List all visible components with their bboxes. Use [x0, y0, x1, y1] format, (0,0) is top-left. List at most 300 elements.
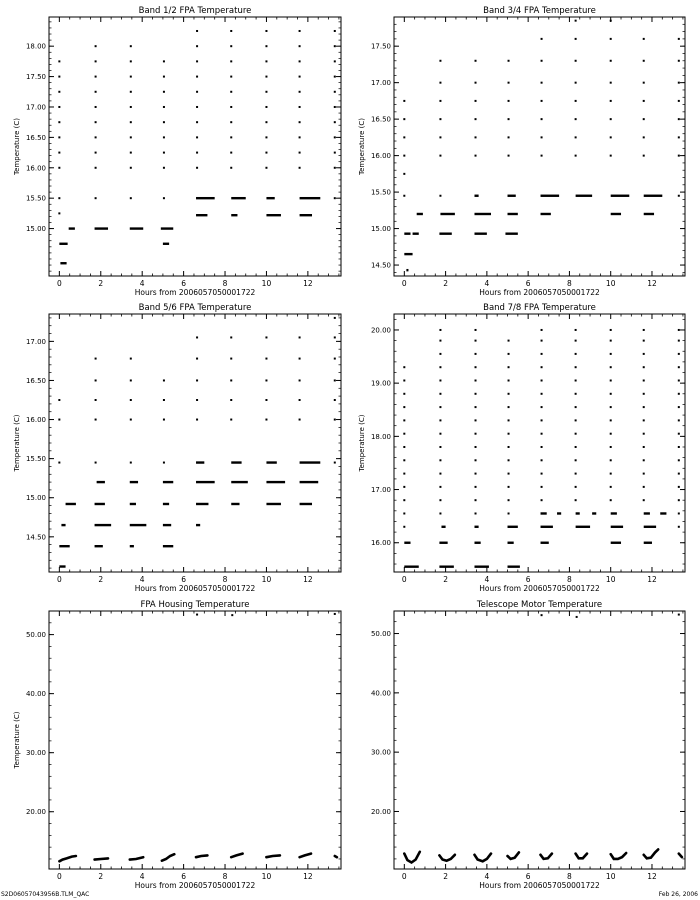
y-tick-label: 50.00: [370, 630, 391, 639]
data-point: [439, 340, 441, 342]
data-run: [61, 524, 65, 526]
y-tick-label: 16.00: [25, 164, 46, 173]
data-point: [508, 433, 510, 435]
data-point: [576, 616, 578, 618]
data-point: [475, 155, 477, 157]
data-point: [265, 399, 267, 401]
data-line: [162, 854, 174, 861]
data-point: [403, 433, 405, 435]
data-point: [403, 100, 405, 102]
data-point: [508, 155, 510, 157]
x-tick-label: 12: [303, 279, 313, 288]
data-point: [508, 379, 510, 381]
data-run: [406, 269, 408, 271]
data-point: [334, 152, 336, 154]
data-point: [230, 419, 232, 421]
y-tick-label: 16.00: [25, 416, 46, 425]
chart-panel: [358, 6, 685, 297]
y-axis-label: Temperature (C): [13, 414, 21, 472]
x-tick-label: 10: [605, 279, 616, 288]
data-point: [475, 406, 477, 408]
data-run: [474, 526, 478, 528]
data-point: [541, 419, 543, 421]
data-run: [404, 542, 410, 544]
plot-frame: [394, 314, 685, 572]
data-point: [475, 446, 477, 448]
y-axis-label: Temperature (C): [358, 118, 366, 175]
data-point: [58, 197, 60, 199]
data-run: [95, 503, 105, 505]
data-point: [575, 446, 577, 448]
chart-title: Band 3/4 FPA Temperature: [483, 6, 596, 16]
data-point: [439, 82, 441, 84]
chart-panel: [13, 6, 341, 297]
data-point: [196, 106, 198, 108]
data-point: [95, 106, 97, 108]
data-point: [475, 512, 477, 514]
data-point: [678, 379, 680, 381]
x-tick-label: 4: [139, 575, 145, 584]
data-point: [230, 152, 232, 154]
data-run: [576, 526, 590, 528]
x-tick-label: 2: [443, 279, 448, 288]
data-run: [413, 232, 419, 234]
data-point: [130, 60, 132, 62]
data-point: [95, 121, 97, 123]
data-point: [678, 136, 680, 138]
data-run: [644, 195, 663, 197]
chart-panel: [13, 600, 341, 890]
data-point: [299, 30, 301, 32]
data-point: [541, 486, 543, 488]
data-point: [439, 100, 441, 102]
data-run: [439, 232, 451, 234]
data-point: [230, 76, 232, 78]
data-run: [611, 195, 630, 197]
data-point: [610, 20, 612, 22]
data-point: [230, 30, 232, 32]
data-point: [678, 340, 680, 342]
data-point: [403, 379, 405, 381]
data-point: [678, 406, 680, 408]
data-run: [163, 524, 171, 526]
data-point: [541, 499, 543, 501]
data-point: [58, 60, 60, 62]
data-point: [403, 406, 405, 408]
data-point: [163, 91, 165, 93]
data-point: [58, 167, 60, 169]
data-point: [230, 336, 232, 338]
data-point: [403, 499, 405, 501]
data-point: [610, 393, 612, 395]
data-point: [403, 393, 405, 395]
data-point: [575, 433, 577, 435]
y-tick-label: 40.00: [370, 689, 391, 698]
data-line: [541, 854, 552, 859]
data-point: [334, 336, 336, 338]
data-point: [95, 197, 97, 199]
y-tick-label: 15.50: [25, 194, 46, 203]
data-point: [643, 393, 645, 395]
data-point: [475, 459, 477, 461]
data-point: [265, 152, 267, 154]
data-point: [610, 118, 612, 120]
data-line: [196, 855, 207, 857]
data-point: [541, 446, 543, 448]
x-tick-label: 10: [605, 872, 616, 881]
data-point: [575, 353, 577, 355]
y-tick-label: 19.00: [370, 379, 391, 388]
data-point: [95, 419, 97, 421]
data-point: [265, 76, 267, 78]
data-run: [266, 481, 285, 483]
data-point: [130, 419, 132, 421]
data-point: [541, 329, 543, 331]
data-point: [299, 91, 301, 93]
x-axis-label: Hours from 2006057050001722: [479, 584, 600, 593]
data-run: [611, 213, 621, 215]
data-point: [130, 379, 132, 381]
x-tick-label: 2: [443, 872, 448, 881]
data-run: [440, 213, 454, 215]
y-tick-label: 18.00: [370, 432, 391, 441]
x-tick-label: 10: [261, 575, 272, 584]
data-point: [643, 353, 645, 355]
y-tick-label: 20.00: [25, 808, 46, 817]
y-tick-label: 15.00: [370, 225, 391, 234]
data-point: [439, 473, 441, 475]
data-point: [196, 614, 198, 616]
data-point: [678, 329, 680, 331]
plot-frame: [49, 17, 341, 276]
data-point: [541, 353, 543, 355]
x-tick-label: 6: [525, 872, 531, 881]
data-point: [299, 336, 301, 338]
data-point: [265, 45, 267, 47]
data-point: [439, 329, 441, 331]
data-point: [541, 60, 543, 62]
data-point: [541, 118, 543, 120]
data-point: [643, 155, 645, 157]
data-point: [678, 419, 680, 421]
x-tick-label: 0: [56, 872, 62, 881]
data-point: [439, 118, 441, 120]
data-run: [474, 213, 491, 215]
x-tick-label: 12: [647, 575, 657, 584]
data-point: [643, 419, 645, 421]
data-point: [439, 433, 441, 435]
data-point: [299, 379, 301, 381]
data-point: [163, 106, 165, 108]
x-tick-label: 6: [525, 279, 531, 288]
data-point: [610, 379, 612, 381]
data-run: [95, 545, 103, 547]
data-point: [610, 486, 612, 488]
data-run: [508, 526, 518, 528]
data-point: [475, 393, 477, 395]
data-point: [475, 60, 477, 62]
x-tick-label: 4: [484, 872, 490, 881]
data-point: [58, 136, 60, 138]
data-point: [265, 30, 267, 32]
data-point: [475, 419, 477, 421]
data-run: [59, 565, 65, 567]
data-point: [196, 358, 198, 360]
data-point: [163, 76, 165, 78]
data-point: [299, 399, 301, 401]
data-run: [163, 481, 173, 483]
data-point: [439, 136, 441, 138]
data-point: [196, 121, 198, 123]
data-point: [334, 167, 336, 169]
data-point: [678, 155, 680, 157]
data-point: [678, 353, 680, 355]
data-point: [439, 486, 441, 488]
y-tick-label: 14.50: [370, 261, 391, 270]
data-point: [508, 446, 510, 448]
y-tick-label: 18.00: [25, 42, 46, 51]
y-tick-label: 50.00: [25, 631, 46, 640]
data-point: [575, 473, 577, 475]
data-point: [575, 20, 577, 22]
chart-panel: [358, 303, 685, 593]
data-point: [610, 155, 612, 157]
data-point: [610, 499, 612, 501]
x-tick-label: 12: [303, 872, 313, 881]
data-point: [643, 82, 645, 84]
data-point: [163, 197, 165, 199]
x-tick-label: 8: [222, 279, 228, 288]
data-run: [508, 195, 516, 197]
data-point: [265, 358, 267, 360]
data-point: [575, 60, 577, 62]
data-run: [266, 197, 274, 199]
x-tick-label: 6: [181, 279, 187, 288]
data-line: [644, 849, 659, 858]
data-point: [334, 76, 336, 78]
data-point: [575, 38, 577, 40]
data-point: [678, 433, 680, 435]
data-run: [163, 545, 173, 547]
y-axis-label: Temperature (C): [13, 118, 21, 175]
data-point: [475, 486, 477, 488]
data-point: [610, 419, 612, 421]
data-point: [196, 45, 198, 47]
x-tick-label: 10: [261, 279, 272, 288]
data-point: [508, 60, 510, 62]
data-run: [660, 512, 666, 514]
data-point: [439, 366, 441, 368]
data-point: [678, 526, 680, 528]
data-point: [678, 614, 680, 616]
data-point: [403, 118, 405, 120]
plot-frame: [394, 17, 685, 276]
data-run: [592, 512, 596, 514]
data-point: [541, 393, 543, 395]
x-tick-label: 2: [443, 575, 448, 584]
y-tick-label: 16.00: [370, 539, 391, 548]
x-axis-label: Hours from 2006057050001722: [134, 288, 256, 297]
data-run: [576, 195, 593, 197]
data-point: [610, 38, 612, 40]
data-point: [230, 121, 232, 123]
data-run: [404, 232, 410, 234]
data-point: [575, 459, 577, 461]
data-point: [196, 136, 198, 138]
plot-frame: [49, 611, 341, 869]
data-point: [334, 121, 336, 123]
data-run: [611, 526, 623, 528]
data-point: [334, 399, 336, 401]
data-run: [474, 542, 480, 544]
data-run: [196, 524, 200, 526]
data-point: [475, 100, 477, 102]
y-tick-label: 15.00: [25, 494, 46, 503]
data-point: [508, 136, 510, 138]
data-point: [299, 121, 301, 123]
data-point: [403, 195, 405, 197]
data-point: [163, 379, 165, 381]
data-run: [196, 461, 204, 463]
data-run: [196, 214, 207, 216]
chart-title: FPA Housing Temperature: [140, 600, 250, 610]
data-point: [541, 473, 543, 475]
data-point: [475, 118, 477, 120]
data-point: [475, 499, 477, 501]
data-point: [299, 76, 301, 78]
x-tick-label: 10: [261, 872, 272, 881]
x-tick-label: 0: [56, 575, 62, 584]
data-point: [439, 499, 441, 501]
data-point: [58, 76, 60, 78]
data-point: [130, 358, 132, 360]
data-run: [95, 524, 112, 526]
data-point: [475, 136, 477, 138]
data-point: [678, 60, 680, 62]
footer-date: Feb 26, 2006: [658, 891, 698, 898]
data-run: [474, 232, 486, 234]
data-point: [334, 462, 336, 464]
data-line: [576, 854, 587, 859]
data-run: [95, 227, 108, 229]
data-point: [508, 100, 510, 102]
x-tick-label: 8: [567, 872, 572, 881]
data-point: [130, 76, 132, 78]
data-point: [163, 167, 165, 169]
y-tick-label: 15.00: [25, 225, 46, 234]
data-run: [163, 243, 169, 245]
y-tick-label: 30.00: [370, 748, 391, 757]
data-run: [611, 512, 617, 514]
data-point: [475, 433, 477, 435]
y-tick-label: 17.00: [370, 79, 391, 88]
chart-title: Band 5/6 FPA Temperature: [138, 303, 252, 313]
data-point: [334, 317, 336, 319]
data-point: [196, 152, 198, 154]
data-run: [69, 227, 75, 229]
data-point: [610, 406, 612, 408]
data-run: [231, 197, 245, 199]
data-point: [403, 486, 405, 488]
data-run: [196, 503, 208, 505]
data-point: [58, 152, 60, 154]
data-run: [644, 526, 656, 528]
data-point: [196, 30, 198, 32]
data-point: [265, 379, 267, 381]
y-tick-label: 14.50: [25, 533, 46, 542]
data-point: [575, 379, 577, 381]
chart-panel: [13, 303, 341, 593]
data-point: [95, 358, 97, 360]
data-run: [300, 481, 319, 483]
data-point: [541, 38, 543, 40]
data-point: [575, 419, 577, 421]
x-tick-label: 4: [484, 279, 490, 288]
data-run: [439, 542, 447, 544]
data-run: [508, 213, 518, 215]
data-run: [66, 503, 76, 505]
x-tick-label: 0: [56, 279, 62, 288]
data-point: [265, 419, 267, 421]
data-point: [95, 60, 97, 62]
data-point: [230, 60, 232, 62]
data-line: [231, 854, 242, 858]
data-point: [95, 167, 97, 169]
data-point: [643, 473, 645, 475]
data-point: [678, 195, 680, 197]
data-point: [508, 406, 510, 408]
data-run: [644, 213, 654, 215]
x-tick-label: 6: [181, 872, 187, 881]
plot-frame: [49, 314, 341, 572]
data-point: [299, 419, 301, 421]
x-tick-label: 12: [647, 872, 657, 881]
y-tick-label: 17.00: [370, 486, 391, 495]
data-point: [95, 136, 97, 138]
data-point: [541, 82, 543, 84]
x-tick-label: 4: [139, 872, 145, 881]
data-point: [508, 473, 510, 475]
data-point: [508, 459, 510, 461]
data-point: [610, 446, 612, 448]
data-point: [575, 340, 577, 342]
data-run: [60, 262, 66, 264]
data-point: [196, 419, 198, 421]
data-point: [265, 106, 267, 108]
x-tick-label: 6: [525, 575, 531, 584]
data-point: [643, 38, 645, 40]
data-point: [230, 45, 232, 47]
data-line: [130, 857, 143, 859]
x-tick-label: 2: [98, 872, 104, 881]
data-point: [95, 45, 97, 47]
data-run: [231, 503, 239, 505]
data-point: [58, 399, 60, 401]
data-point: [508, 366, 510, 368]
data-point: [403, 173, 405, 175]
data-point: [678, 366, 680, 368]
data-point: [678, 100, 680, 102]
data-run: [300, 461, 321, 463]
y-tick-label: 16.50: [25, 133, 46, 142]
x-tick-label: 8: [567, 279, 572, 288]
data-point: [541, 340, 543, 342]
data-point: [541, 155, 543, 157]
x-tick-label: 4: [139, 279, 145, 288]
data-point: [163, 121, 165, 123]
data-point: [299, 45, 301, 47]
x-tick-label: 8: [222, 872, 228, 881]
